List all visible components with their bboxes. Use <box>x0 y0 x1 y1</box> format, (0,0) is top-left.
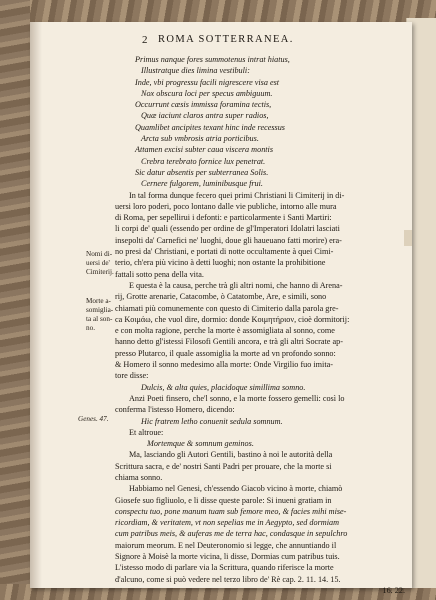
text-line: & Homero il sonno medesimo alla morte: Onde Virgilio fuo imita- <box>115 360 333 370</box>
text-line: terio, ch'era più vicino à detti luoghi; non ostante la prohibitione <box>115 258 326 268</box>
text-line: fattali sotto pena della vita. <box>115 269 204 279</box>
page-number: 2 <box>142 34 148 46</box>
text-line: li corpi de' quali (essendo per ordine de gl'Imperatori Idolatri lasciati <box>115 224 340 234</box>
text-line: conferma l'istesso Homero, dicendo: <box>115 405 235 415</box>
margin-note-nomi: Nomi di-uersi de' Cimiterij. <box>86 250 114 276</box>
text-line: Scrittura sacra, e de' nostri Santi Padri per prouare, che la morte si <box>115 461 332 471</box>
text-line: maiorum meorum. E nel Deuteronomio si legge, che annuntiando il <box>115 540 337 550</box>
text-line: Inde, vbi progressu facili nigrescere visa est <box>135 77 280 87</box>
text-line: Anzi Poeti finsero, che'l sonno, e la morte fossero gemelli: così lo <box>129 393 345 403</box>
margin-note-genesis: Genes. 47. <box>78 415 109 423</box>
text-line: chiama sonno. <box>115 472 163 482</box>
text-line: Arcta sub vmbrosis atria porticibus. <box>141 134 259 144</box>
text-line: conspectu tuo, pone manum tuam sub femore meo, & facies mihi mise- <box>115 506 347 516</box>
text-line: uersi loro poderi, poco lontano dalle vie publiche, intorno alle mura <box>115 201 337 211</box>
text-line: ricordiam, & veritatem, vt non sepelias me in Aegypto, sed dormiam <box>115 518 339 528</box>
text-line: Cernere fulgorem, luminibusque frui. <box>141 179 263 189</box>
text-line: 16. 22. <box>382 585 405 595</box>
text-line: cum patribus meis, & auferas me de terra hac, condasque in sepulchro <box>115 529 348 539</box>
marbled-endpaper-left <box>0 0 30 600</box>
text-line: rij, Grotte arenarie, Catacombe, ò Catatombe, Are, e simili, sono <box>115 292 327 302</box>
text-line: Crebra terebrato fornice lux penetrat. <box>141 156 266 166</box>
marbled-endpaper-top <box>0 0 436 24</box>
text-line: L'istesso modo di parlare via la Scrittura, quando riferisce la morte <box>115 563 334 573</box>
text-line: hanno detto gl'istessi Filosofi Gentili ancora, e trà gli altri Socrate ap- <box>115 337 343 347</box>
page-tab <box>404 230 412 246</box>
text-line: Habbiamo nel Genesi, ch'essendo Giacob vicino à morte, chiamò <box>129 484 343 494</box>
text-line: Sic datur absentis per subterranea Solis. <box>135 167 269 177</box>
text-line: Quæ iaciunt claros antra super radios, <box>141 111 269 121</box>
text-line: insepolti da' Carnefici ne' luoghi, doue gli haueuano fatti morire) era- <box>115 235 342 245</box>
text-line: Dulcis, & alta quies, placidoque simillima somno. <box>141 382 306 392</box>
text-line: Quamlibet ancipites texant hinc inde recessus <box>135 122 285 132</box>
running-head: ROMA SOTTERRANEA. <box>158 34 294 45</box>
text-line: Et altroue: <box>129 427 164 437</box>
text-line: e con molta ragione, perche la morte è assomigliata al sonno, come <box>115 326 335 336</box>
text-line: Occurrunt cæsis immissa foramina tectis, <box>135 100 272 110</box>
page-header <box>30 34 412 50</box>
text-line: E questa è la causa, perche trà gli altri nomi, che hanno di Arena- <box>129 280 343 290</box>
text-line: Nox obscura loci per specus ambiguum. <box>141 88 273 98</box>
text-line: ca Κοιμάω, che vuol dire, dormio: donde Κοιμητήριον, cioè dormitorij: <box>115 314 350 324</box>
text-line: d'alcuno, come si può vedere nel terzo libro de' Rè cap. 2. 11. 14. 15. <box>115 574 341 584</box>
text-line: Attamen excisi subter caua viscera montis <box>135 145 274 155</box>
gutter-shadow <box>30 22 42 588</box>
text-line: Primus nanque fores summotenus intrat hiatus, <box>135 55 290 64</box>
text-line: Hic fratrem letho conuenit sedula somnum. <box>141 416 283 426</box>
margin-note-morte: Morte a-somiglia-ta al son-no. <box>86 297 114 332</box>
text-line: Illustratque dies limina vestibuli: <box>141 66 250 76</box>
text-line: chiamati più comunemente con questo di Cimiterio dalla parola gre- <box>115 303 339 313</box>
text-line: In tal forma dunque fecero quei primi Christiani li Cimiterij in di- <box>129 190 345 200</box>
text-line: Giosefe suo figliuolo, e li disse queste parole: Si inueni gratiam in <box>115 495 332 505</box>
text-line: Signore à Moisè la morte vicina, li disse, Dormias cum patribus tuis. <box>115 552 340 562</box>
text-line: no presi da' Christiani, e portati di notte occultamente à quei Cimi- <box>115 247 334 257</box>
text-line: Mortemque & somnum geminos. <box>147 439 254 449</box>
text-line: di Roma, per sepellirui i defonti: e particolarmente i Santi Martiri: <box>115 213 332 223</box>
text-line: Ma, lasciando gli Autori Gentili, bastino à noi le autorità della <box>129 450 333 460</box>
book-page <box>30 22 412 595</box>
text-line: tore disse: <box>115 371 149 381</box>
text-line: presso Plutarco, il quale assomiglia la morte ad vn profondo sonno: <box>115 348 336 358</box>
body-text <box>115 54 405 596</box>
